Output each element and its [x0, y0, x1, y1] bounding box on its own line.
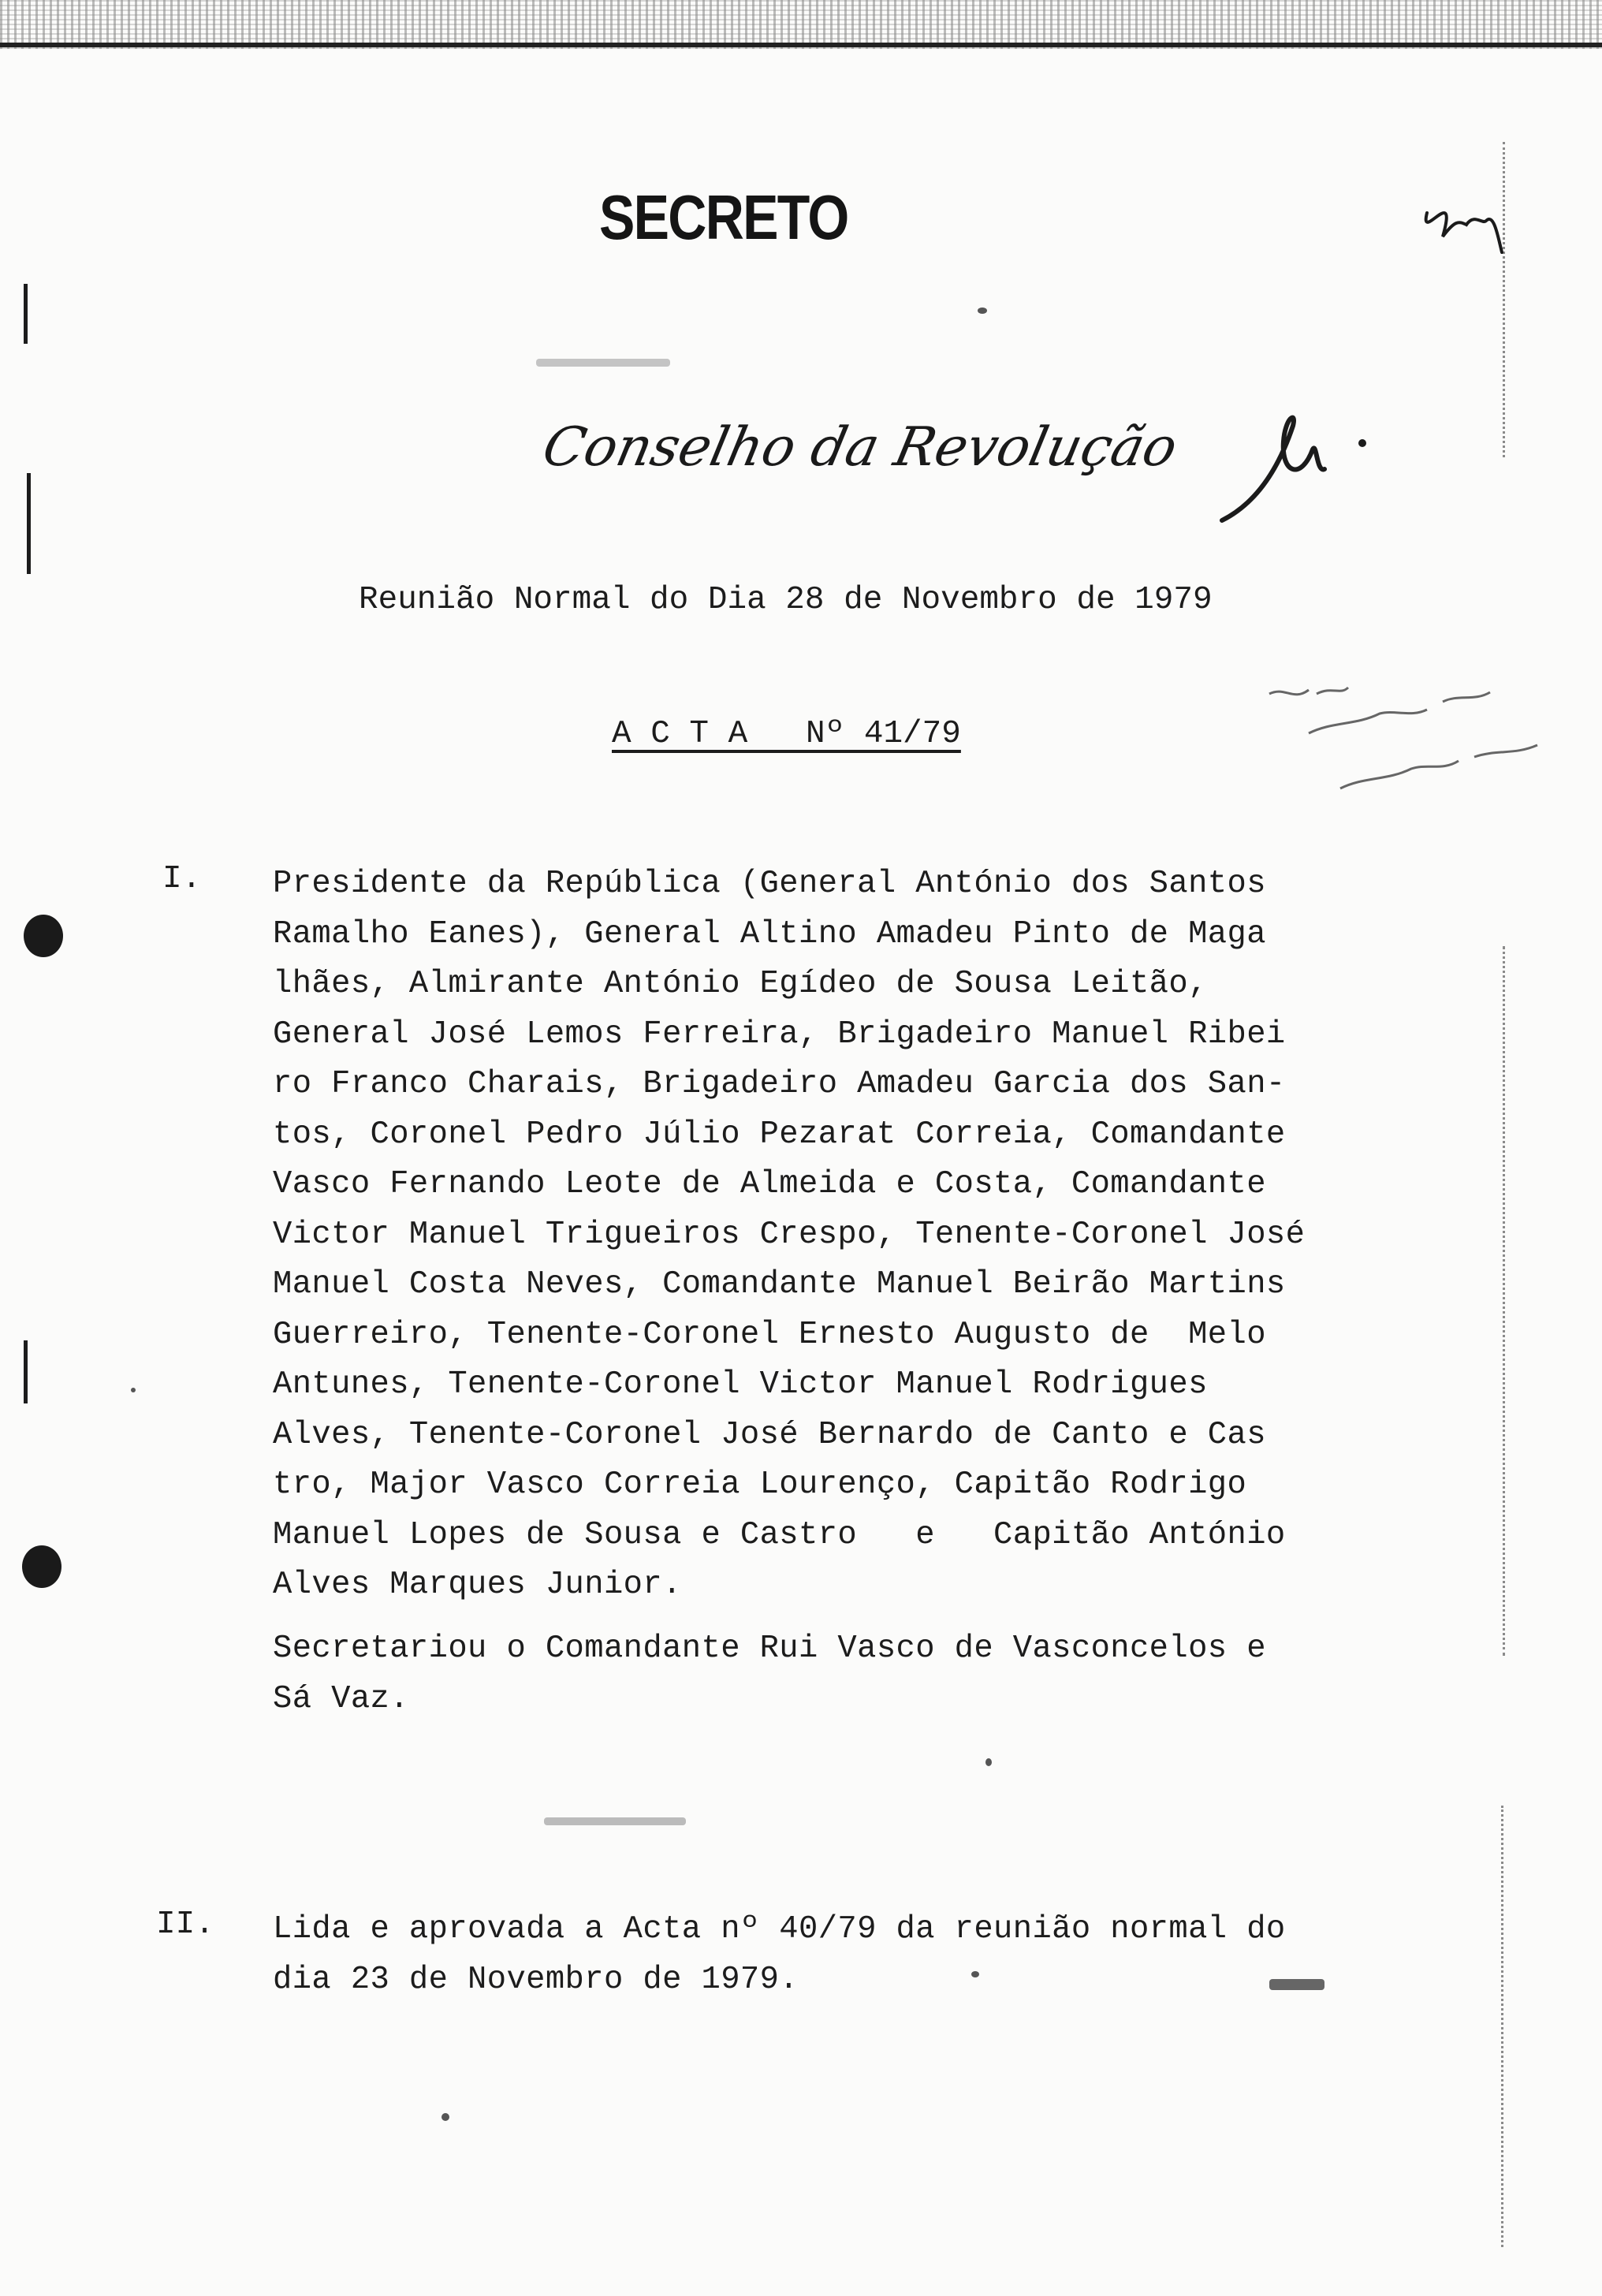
section-participants: [273, 859, 1313, 1611]
section-number: II.: [156, 1906, 214, 1943]
handwritten-initials-top: [1411, 166, 1514, 268]
text-line: Victor Manuel Trigueiros Crespo, Tenente-Coronel José: [273, 1216, 1306, 1253]
meeting-date-heading: Reunião Normal do Dia 28 de Novembro de 1979: [359, 582, 1213, 618]
top-border-line: [0, 43, 1602, 47]
margin-mark: [24, 284, 28, 344]
margin-mark: [24, 1340, 28, 1403]
text-line: tos, Coronel Pedro Júlio Pezarat Correia, Comandante: [273, 1116, 1286, 1153]
scan-speck: [131, 1388, 136, 1392]
punch-hole: [24, 915, 63, 957]
classification-stamp: SECRETO: [599, 182, 848, 252]
text-line: Ramalho Eanes), General Altino Amadeu Pinto de Maga: [273, 915, 1266, 952]
scan-speck: [985, 1758, 992, 1766]
text-line: Sá Vaz.: [273, 1680, 409, 1717]
text-line: Vasco Fernando Leote de Almeida e Costa, Comandante: [273, 1166, 1266, 1202]
acta-number-heading: A C T A Nº 41/79: [612, 716, 961, 752]
scan-noise-band: [0, 0, 1602, 49]
text-line: Alves, Tenente-Coronel José Bernardo de Canto e Cas: [273, 1416, 1266, 1453]
scan-artefact: [1501, 1806, 1505, 2247]
text-line: tro, Major Vasco Correia Lourenço, Capitão Rodrigo: [273, 1467, 1247, 1503]
text-line: Alves Marques Junior.: [273, 1567, 682, 1603]
text-line: Guerreiro, Tenente-Coronel Ernesto Augusto de Melo: [273, 1316, 1266, 1353]
handwritten-signature: [1206, 394, 1388, 536]
section-number: I.: [162, 861, 202, 897]
text-line: dia 23 de Novembro de 1979.: [273, 1961, 799, 1998]
text-line: General José Lemos Ferreira, Brigadeiro Manuel Ribei: [273, 1016, 1286, 1053]
section-secretary: [273, 1624, 1313, 1724]
scan-speck: [536, 359, 670, 367]
text-line: Manuel Lopes de Sousa e Castro e Capitão António: [273, 1516, 1286, 1553]
section-approval: [273, 1905, 1313, 2005]
scan-speck: [441, 2113, 449, 2121]
text-line: Lida e aprovada a Acta nº 40/79 da reunião normal do: [273, 1911, 1286, 1948]
text-line: ro Franco Charais, Brigadeiro Amadeu Garcia dos San-: [273, 1066, 1286, 1102]
text-line: Manuel Costa Neves, Comandante Manuel Beirão Martins: [273, 1266, 1286, 1303]
scan-artefact: [1503, 946, 1507, 1656]
scan-speck: [978, 308, 987, 314]
handwritten-margin-note: [1261, 647, 1561, 804]
text-line: lhães, Almirante António Egídeo de Sousa Leitão,: [273, 966, 1208, 1002]
margin-mark: [27, 473, 31, 574]
text-line: Antunes, Tenente-Coronel Victor Manuel Rodrigues: [273, 1366, 1208, 1403]
text-line: Secretariou o Comandante Rui Vasco de Vasconcelos e: [273, 1631, 1266, 1667]
scan-speck: [544, 1817, 686, 1825]
punch-hole: [22, 1545, 61, 1588]
text-line: Presidente da República (General António dos Santos: [273, 866, 1266, 902]
institution-heading: Conselho da Revolução: [537, 416, 1183, 479]
